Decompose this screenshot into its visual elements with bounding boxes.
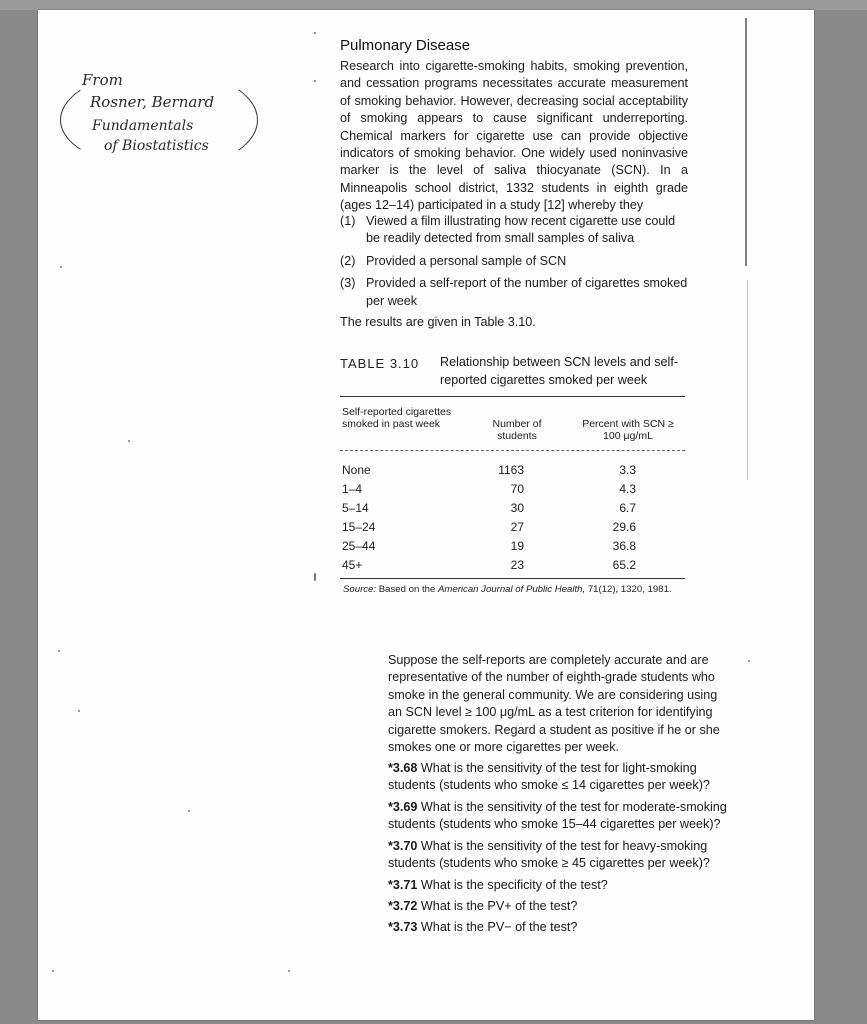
scan-speck (288, 970, 290, 972)
scan-speck (188, 810, 190, 812)
table-label: TABLE 3.10 (340, 356, 420, 371)
table-cell-percent: 3.3 (619, 463, 636, 477)
table-cell-category: 15–24 (342, 520, 376, 534)
table-cell-percent: 4.3 (619, 482, 636, 496)
table-cell-category: 5–14 (342, 501, 369, 515)
question-item (388, 838, 738, 873)
table-caption: Relationship between SCN levels and self-reported cigarettes smoked per week (440, 355, 679, 387)
scan-speck (128, 440, 130, 442)
list-item-text: Viewed a film illustrating how recent cigarette use could be readily detected from small samples of saliva (366, 214, 676, 246)
table-header-rule (340, 450, 685, 451)
handwritten-note-line-2: Rosner, Bernard (90, 93, 215, 111)
table-cell-students: 30 (510, 501, 524, 515)
handwritten-note-line-3: Fundamentals (92, 118, 194, 134)
list-item (340, 213, 688, 248)
source-text: Based on the (378, 584, 436, 595)
question-text: What is the PV− of the test? (420, 920, 578, 934)
section-title: Pulmonary Disease (340, 37, 471, 54)
list-item-number: (3) (340, 276, 356, 291)
scan-speck (748, 660, 750, 662)
question-number: *3.69 (388, 800, 418, 814)
scan-speck (314, 80, 316, 82)
scan-speck (60, 266, 62, 268)
handwritten-note-line-1: From (82, 71, 123, 89)
table-bottom-rule (340, 578, 685, 579)
question-item (388, 898, 738, 915)
question-number: *3.72 (388, 899, 418, 913)
study-steps-list (340, 213, 688, 315)
scan-speck (52, 970, 54, 972)
scan-speck (78, 710, 80, 712)
question-text: What is the sensitivity of the test for moderate-smoking students (students who smoke 15–44 cigarettes per week)? (388, 800, 727, 832)
table-top-rule (340, 396, 685, 397)
question-number: *3.71 (388, 878, 418, 892)
table-cell-students: 19 (510, 539, 524, 553)
list-item (340, 275, 688, 310)
list-item-number: (1) (340, 214, 356, 228)
table-cell-category: 1–4 (342, 482, 363, 496)
table-header-category: Self-reported cigarettes smoked in past week (342, 406, 452, 430)
scan-speck (314, 573, 316, 581)
question-number: *3.70 (388, 839, 418, 853)
table-source (343, 584, 672, 595)
question-text: What is the sensitivity of the test for light-smoking students (students who smoke ≤ 14 cigarettes per week)? (388, 761, 710, 793)
question-item (388, 760, 738, 795)
question-text: What is the specificity of the test? (420, 878, 608, 892)
table-cell-students: 23 (510, 558, 524, 572)
list-item-text: Provided a self-report of the number of cigarettes smoked per week (366, 276, 688, 308)
handwritten-note-line-4: of Biostatistics (104, 138, 209, 154)
intro-paragraph: Research into cigarette-smoking habits, smoking prevention, and cessation programs necessitates accurate measurement of smoking behavior. However, decreasing social acceptability of smoking appears to cause significant underreporting. Chemical markers for cigarette use can provide objective indicators of smoking behavior. One widely used noninvasive marker is the level of saliva thiocyanate (SCN). In a Minneapolis school district, 1332 students in eighth grade (ages 12–14) participated in a study [12] whereby they (340, 59, 688, 213)
table-cell-percent: 36.8 (612, 539, 636, 553)
question-number: *3.73 (388, 920, 418, 934)
viewer-top-bar (0, 0, 867, 10)
list-item-number: (2) (340, 253, 356, 268)
scan-edge-line (745, 18, 747, 266)
table-cell-category: 45+ (342, 558, 363, 572)
problem-paragraph: Suppose the self-reports are completely accurate and are representative of the number of eighth-grade students who smoke in the general community. We are considering using an SCN level ≥ 100 μg/mL as a test criterion for identifying cigarette smokers. Regard a student as positive if he or she smokes one or more cigarettes per week. (388, 653, 720, 755)
source-prefix: Source: (343, 584, 377, 595)
list-item (340, 253, 688, 270)
table-header-students: Number of students (492, 418, 542, 442)
question-item (388, 877, 738, 894)
list-item-text: Provided a personal sample of SCN (366, 253, 567, 268)
question-item (388, 799, 738, 834)
source-journal: American Journal of Public Health, (437, 584, 586, 595)
source-citation: 71(12), 1320, 1981. (587, 584, 672, 595)
table-cell-students: 27 (510, 520, 524, 534)
question-item (388, 919, 738, 936)
table-cell-students: 1163 (498, 463, 524, 477)
results-line: The results are given in Table 3.10. (340, 315, 536, 329)
table-cell-category: None (342, 463, 371, 477)
table-cell-category: 25–44 (342, 539, 376, 553)
table-cell-percent: 6.7 (619, 501, 636, 515)
question-text: What is the sensitivity of the test for heavy-smoking students (students who smoke ≥ 45 cigarettes per week)? (388, 839, 710, 871)
table-header-percent: Percent with SCN ≥ 100 μg/mL (582, 418, 674, 442)
table-cell-students: 70 (510, 482, 524, 496)
table-cell-percent: 29.6 (612, 520, 636, 534)
table-cell-percent: 65.2 (612, 558, 636, 572)
scan-speck (314, 32, 316, 34)
scan-edge-line (747, 280, 748, 480)
scan-speck (58, 650, 60, 652)
question-text: What is the PV+ of the test? (420, 899, 578, 913)
scanned-page (38, 10, 814, 1020)
question-number: *3.68 (388, 761, 418, 775)
cutoff-text-fragment (388, 945, 738, 951)
